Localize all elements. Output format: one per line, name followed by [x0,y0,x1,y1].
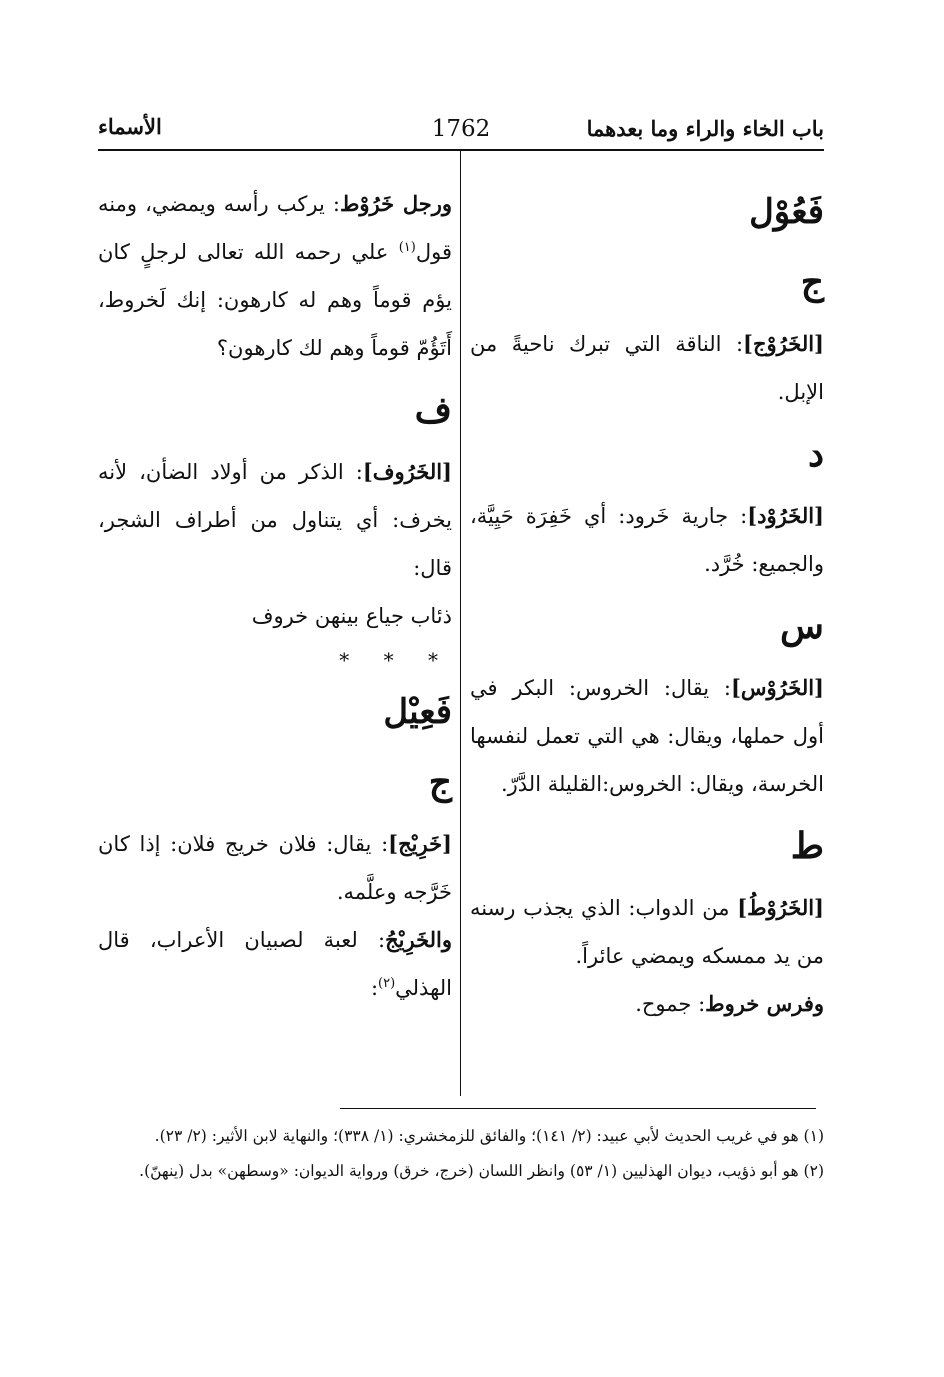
section-separator: * * * [339,648,452,672]
entry-text: علي رحمه الله تعالى لرجلٍ كان يؤم قوماً وهم له كارهون: إنك لَخروط، أَتَؤُمّ قوماً وهم لك كارهون؟ [98,240,452,360]
entry-paragraph [470,980,824,1028]
footnotes [98,1122,824,1192]
footnote-rule [340,1108,816,1109]
section-label: الأسماء [98,114,162,139]
entry-paragraph [470,884,824,980]
headword: [الخَرُوْس] [730,675,824,700]
page-number: 1762 [431,116,491,142]
entry-paragraph [98,916,452,1012]
entry-paragraph [98,448,452,592]
headword: [الخَرُوْطُ] [737,895,824,920]
entry-text: : يقال: فلان خريج فلان: إذا كان خَرَّجه وعلَّمه. [98,832,452,904]
entry-text: : لعبة لصبيان الأعراب، قال الهذلي [98,928,452,1000]
header-rule [98,149,824,151]
headword: والخَرِيْجُ [385,927,452,952]
headword: [الخَرُوْج] [743,331,824,356]
section-title-faool: فَعُوْل [749,192,824,232]
headword: [الخَرُوف] [362,459,452,484]
entry-paragraph [98,820,452,916]
letter-heading: ج [800,261,824,303]
entry-text: : الذكر من أولاد الضأن، لأنه يخرف: أي يتناول من أطراف الشجر، قال: [98,460,452,580]
entry-text: : جارية خَرود: أي خَفِرَة حَيِيَّة، والجميع: خُرَّد. [470,504,824,576]
entry-paragraph [470,492,824,588]
footnote-1: (١) هو في غريب الحديث لأبي عبيد: (٢/ ١٤١)؛ والفائق للزمخشري: (١/ ٣٣٨)؛ والنهاية لابن الأثير: (٢/ ٢٣). [154,1127,824,1145]
letter-heading: ط [790,825,824,867]
headword: [خَرِيْج] [388,831,452,856]
left-column [98,180,452,1012]
footnote-2: (٢) هو أبو ذؤيب، ديوان الهذليين (١/ ٥٣) وانظر اللسان (خرج، خرق) ورواية الديوان: «وسطهن» بدل (ينهنّ). [139,1162,824,1180]
page-header [98,112,824,148]
letter-heading: ج [428,761,452,803]
footnote-marker: (١) [398,240,416,255]
entry-text: : الناقة التي تبرك ناحيةً من الإبل. [470,332,824,404]
right-column [470,180,824,1028]
entry-text: : [370,976,379,1000]
entry-text: من الدواب: الذي يجذب رسنه من يد ممسكه ويمضي عائراً. [470,896,824,968]
letter-heading: د [807,433,824,475]
entry-text: : يقال: الخروس: البكر في أول حملها، ويقال: هي التي تعمل لنفسها الخرسة، ويقال: الخروس:القليلة الدَّرّ. [470,676,824,796]
headword: ورجل خَرُوْط [339,191,453,216]
verse-line: ذئاب جياع بينهن خروف [251,604,452,628]
entry-paragraph [470,320,824,416]
footnote-marker: (٢) [378,976,396,991]
entry-paragraph [470,664,824,808]
headword: وفرس خروط [705,991,824,1016]
letter-heading: ف [414,389,452,431]
headword: [الخَرُوْد] [747,503,824,528]
section-title-faeel: فَعِيْل [383,692,452,732]
chapter-title: باب الخاء والراء وما بعدهما [586,116,824,141]
entry-text: : يركب رأسه ويمضي، ومنه قول [98,192,452,264]
letter-heading: س [780,605,824,647]
entry-text: : جموح. [635,992,706,1016]
entry-paragraph [98,180,452,372]
column-divider [460,151,461,1096]
